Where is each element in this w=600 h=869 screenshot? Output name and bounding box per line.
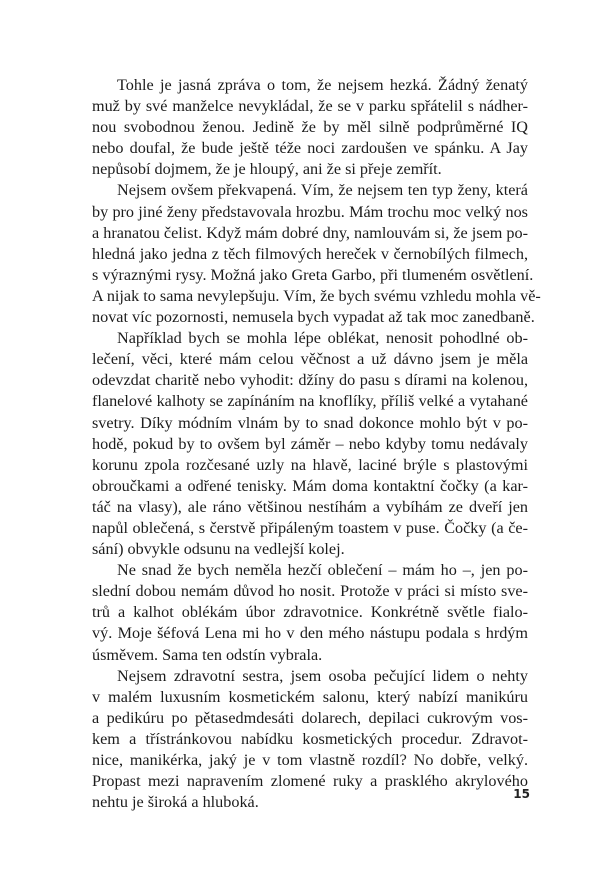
paragraph [92, 560, 528, 665]
text-line: nou svobodnou ženou. Jedině že by měl silně podprůměrné IQ [92, 118, 528, 137]
text-line: a pedikúru po pětasedmdesáti dolarech, depilaci cukrovým vos- [92, 708, 528, 727]
text-line: muž by své manželce nevykládal, že se v parku spřátelil s nádher- [92, 97, 528, 116]
paragraph [92, 328, 528, 560]
text-line: nehtu je široká a hluboká. [92, 793, 259, 812]
paragraph [92, 75, 528, 180]
text-line: s výraznými rysy. Možná jako Greta Garbo, při tlumeném osvětlení. [92, 265, 534, 284]
page-number: 15 [513, 787, 530, 801]
text-line: nice, manikérka, jaký je v tom vlastně rozdíl? No dobře, velký. [92, 751, 528, 769]
text-line: slední dobou nemám důvod ho nosit. Protože v práci si místo sve- [92, 582, 528, 601]
text-line: nebo doufal, že bude ještě téže noci zardoušen ve spánku. A Jay [92, 139, 528, 158]
text-line: Nejsem zdravotní sestra, jsem osoba pečující lidem o nehty [117, 666, 528, 685]
text-line: by pro jiné ženy představovala hrozbu. Mám trochu moc velký nos [92, 202, 528, 221]
text-line: svetry. Díky módním vlnám by to snad dokonce mohlo být v po- [92, 413, 528, 432]
text-line: vý. Moje šéfová Lena mi ho v den mého nástupu podala s hrdým [92, 624, 528, 643]
text-line: hodě, pokud by to ovšem byl záměr – nebo kdyby tomu nedávaly [92, 434, 528, 453]
text-line: v malém luxusním kosmetickém salonu, který nabízí manikúru [92, 687, 528, 706]
text-line: odevzdat charitě nebo vyhodit: džíny do pasu s dírami na kolenou, [92, 371, 528, 390]
text-line: trů a kalhot oblékám úbor zdravotnice. Konkrétně světle fialo- [92, 603, 528, 622]
text-line: A nijak to sama nevylepšuju. Vím, že bych svému vzhledu mohla vě- [92, 286, 541, 305]
text-line: sání) obvykle odsunu na vedlejší kolej. [92, 540, 345, 559]
text-line: kem a třístránkovou nabídku kosmetických procedur. Zdravot- [92, 729, 528, 748]
text-line: korunu zpola rozčesané uzly na hlavě, laciné brýle s plastovými [92, 455, 528, 474]
text-line: napůl oblečená, s čerstvě připáleným toastem v puse. Čočky (a če- [92, 518, 528, 537]
text-line: nepůsobí dojmem, že je hloupý, ani že si přeje zemřít. [92, 160, 442, 179]
text-line: Nejsem ovšem překvapená. Vím, že nejsem ten typ ženy, která [117, 181, 528, 200]
text-line: obroučkami a odřené tenisky. Mám doma kontaktní čočky (a kar- [92, 476, 528, 495]
text-line: Ne snad že bych neměla hezčí oblečení – mám ho –, jen po- [117, 561, 528, 580]
text-line: a hranatou čelist. Když mám dobré dny, namlouvám si, že jsem po- [92, 223, 528, 242]
text-line: táč na vlasy), ale ráno většinou nestíhám a vybíhám ze dveří jen [92, 497, 528, 516]
text-line: úsměvem. Sama ten odstín vybrala. [92, 645, 323, 664]
text-line: hledná jako jedna z těch filmových hereček v černobílých filmech, [92, 244, 528, 263]
paragraph [92, 666, 528, 814]
text-line: lečení, věci, které mám celou věčnost a už dávno jsem je měla [92, 350, 528, 369]
text-line: Propast mezi napravením zlomené ruky a prasklého akrylového [92, 772, 528, 791]
text-line: Například bych se mohla lépe oblékat, nenosit pohodlné ob- [117, 329, 528, 348]
body-text [92, 75, 541, 813]
paragraph [92, 180, 541, 328]
text-line: Tohle je jasná zpráva o tom, že nejsem hezká. Žádný ženatý [117, 76, 528, 94]
text-line: novat víc pozornosti, nemusela bych vypadat až tak moc zanedbaně. [92, 308, 535, 327]
text-line: flanelové kalhoty se zapínáním na knoflíky, příliš velké a vytahané [92, 392, 528, 411]
